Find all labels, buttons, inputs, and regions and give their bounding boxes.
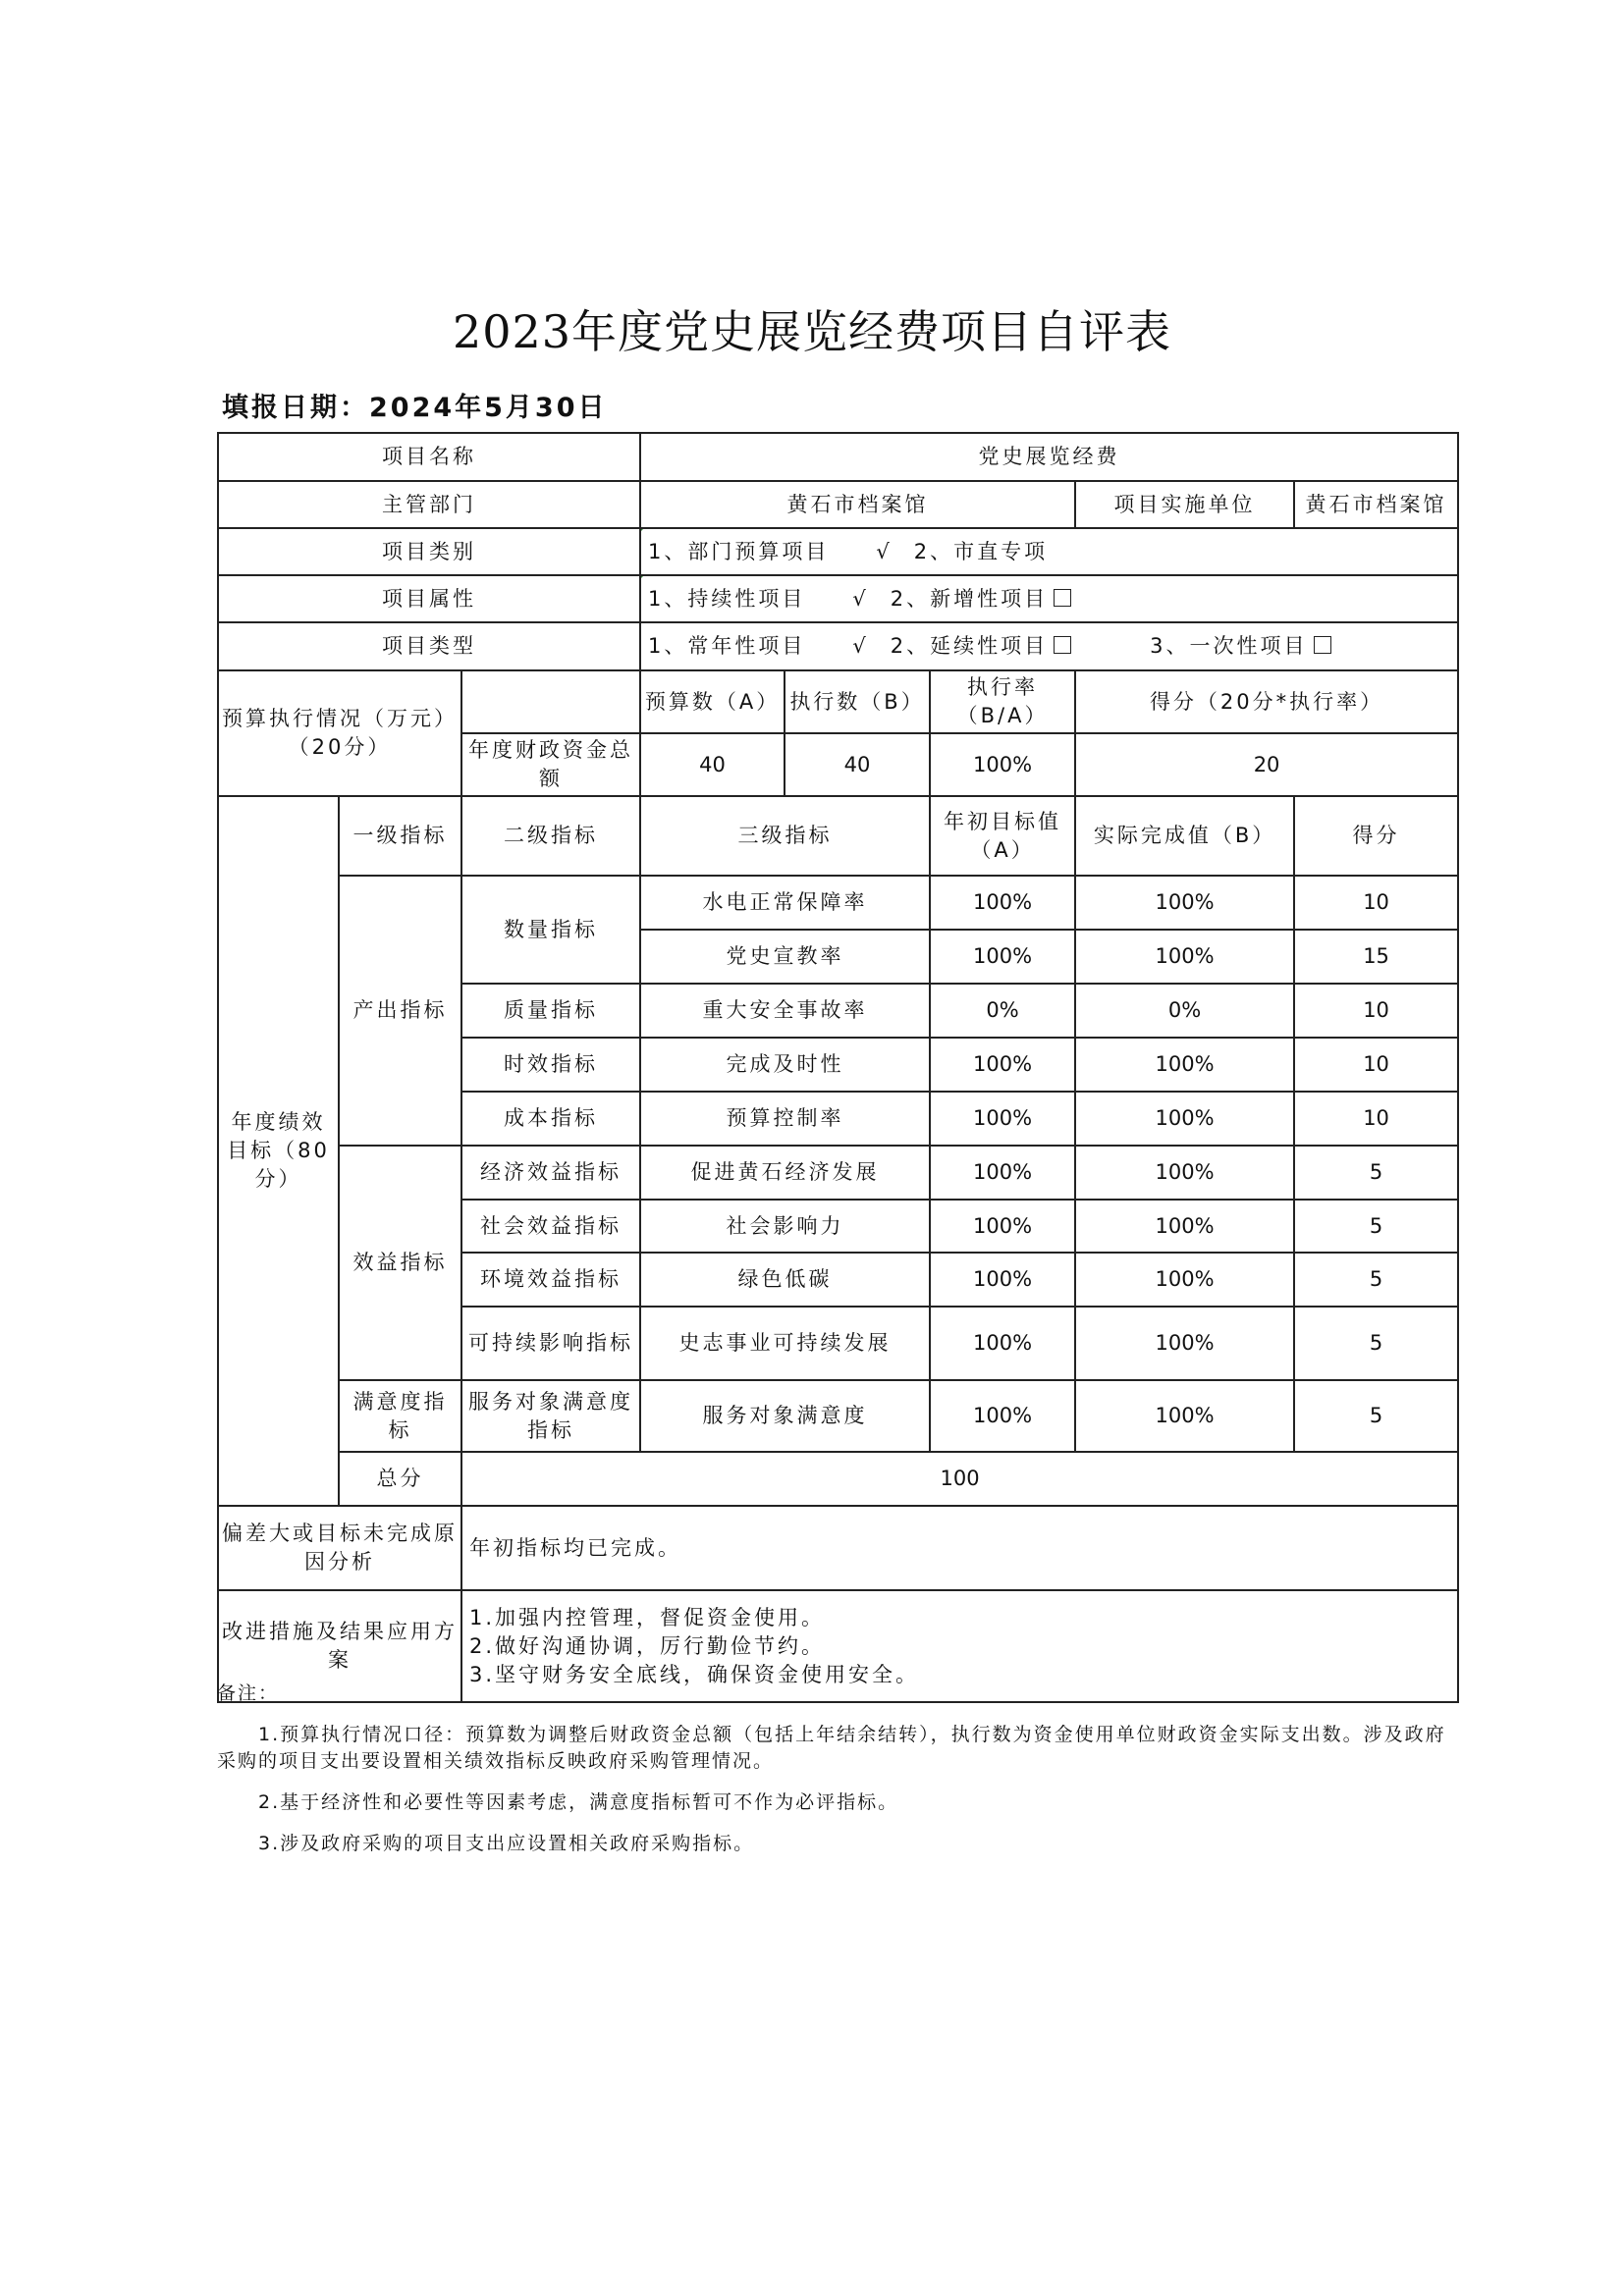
actual-cell: 0% — [1075, 984, 1294, 1038]
level2-cell: 时效指标 — [461, 1038, 640, 1092]
row-type — [218, 622, 1458, 670]
level3-cell: 史志事业可持续发展 — [640, 1307, 930, 1380]
improvement-item: 1.加强内控管理，督促资金使用。 — [469, 1605, 826, 1629]
budget-row-label: 年度财政资金总额 — [461, 733, 640, 796]
evaluation-table — [217, 432, 1459, 1703]
target-cell: 100% — [930, 1253, 1075, 1307]
level3-cell: 社会影响力 — [640, 1200, 930, 1253]
row-project-name — [218, 433, 1458, 481]
attribute-label: 项目属性 — [218, 575, 640, 622]
project-name-value: 党史展览经费 — [640, 433, 1458, 481]
note-item: 2.基于经济性和必要性等因素考虑，满意度指标暂可不作为必评指标。 — [258, 1791, 899, 1813]
deviation-text: 年初指标均已完成。 — [461, 1506, 1458, 1590]
target-cell: 0% — [930, 984, 1075, 1038]
target-cell: 100% — [930, 1380, 1075, 1452]
unit-label: 项目实施单位 — [1075, 481, 1294, 528]
level2-cell: 环境效益指标 — [461, 1253, 640, 1307]
level3-cell: 绿色低碳 — [640, 1253, 930, 1307]
target-cell: 100% — [930, 1038, 1075, 1092]
target-cell: 100% — [930, 930, 1075, 984]
category-options — [640, 528, 1458, 575]
type-option-3: 3、一次性项目 — [1150, 634, 1308, 658]
table-row — [218, 1146, 1458, 1200]
level2-cell: 成本指标 — [461, 1092, 640, 1146]
level3-cell: 党史宣教率 — [640, 930, 930, 984]
actual-cell: 100% — [1075, 1200, 1294, 1253]
check-mark-icon: √ — [876, 539, 893, 563]
level1-benefit: 效益指标 — [339, 1146, 461, 1380]
page-title: 2023年度党史展览经费项目自评表 — [452, 305, 1172, 358]
project-name-label: 项目名称 — [218, 433, 640, 481]
actual-cell: 100% — [1075, 876, 1294, 930]
level2-cell: 数量指标 — [461, 876, 640, 984]
rate-value: 100% — [930, 733, 1075, 796]
header-actual: 实际完成值（B） — [1075, 796, 1294, 876]
note-item: 3.涉及政府采购的项目支出应设置相关政府采购指标。 — [258, 1833, 755, 1854]
header-level3: 三级指标 — [640, 796, 930, 876]
budget-score-value: 20 — [1075, 733, 1458, 796]
improvement-label: 改进措施及结果应用方案 — [218, 1590, 461, 1702]
type-option-2: 2、延续性项目 — [890, 634, 1049, 658]
target-cell: 100% — [930, 1307, 1075, 1380]
category-option-1: 1、部门预算项目 — [648, 539, 830, 563]
note-item: 1.预算执行情况口径：预算数为调整后财政资金总额（包括上年结余结转），执行数为资金使用单位财政资金实际支出数。涉及政府采购的项目支出要设置相关绩效指标反映政府采购管理情况。 — [217, 1724, 1446, 1772]
row-deviation — [218, 1506, 1458, 1590]
target-cell: 100% — [930, 1092, 1075, 1146]
target-cell: 100% — [930, 1200, 1075, 1253]
score-cell: 5 — [1294, 1253, 1458, 1307]
target-cell: 100% — [930, 876, 1075, 930]
level3-cell: 重大安全事故率 — [640, 984, 930, 1038]
target-cell: 100% — [930, 1146, 1075, 1200]
level3-cell: 促进黄石经济发展 — [640, 1146, 930, 1200]
level3-cell: 水电正常保障率 — [640, 876, 930, 930]
score-cell: 10 — [1294, 984, 1458, 1038]
fill-date: 填报日期：2024年5月30日 — [222, 393, 608, 423]
actual-cell: 100% — [1075, 1253, 1294, 1307]
level2-cell: 经济效益指标 — [461, 1146, 640, 1200]
level3-cell: 预算控制率 — [640, 1092, 930, 1146]
row-attribute — [218, 575, 1458, 622]
notes-section — [217, 1681, 1457, 1857]
level2-cell: 社会效益指标 — [461, 1200, 640, 1253]
score-cell: 10 — [1294, 876, 1458, 930]
level1-satisfaction: 满意度指标 — [339, 1380, 461, 1452]
actual-cell: 100% — [1075, 1038, 1294, 1092]
check-mark-icon: √ — [852, 634, 869, 658]
total-value: 100 — [461, 1452, 1458, 1506]
row-category — [218, 528, 1458, 575]
table-row — [218, 1380, 1458, 1452]
score-cell: 5 — [1294, 1200, 1458, 1253]
level2-cell: 服务对象满意度指标 — [461, 1380, 640, 1452]
score-cell: 5 — [1294, 1307, 1458, 1380]
unit-value: 黄石市档案馆 — [1294, 481, 1458, 528]
type-label: 项目类型 — [218, 622, 640, 670]
budget-col-score: 得分（20分*执行率） — [1075, 670, 1458, 733]
type-options — [640, 622, 1458, 670]
budget-value: 40 — [640, 733, 785, 796]
score-cell: 5 — [1294, 1380, 1458, 1452]
category-option-2: 2、市直专项 — [913, 539, 1049, 563]
score-cell: 5 — [1294, 1146, 1458, 1200]
attribute-options — [640, 575, 1458, 622]
empty-checkbox-icon — [1314, 636, 1331, 654]
type-option-1: 1、常年性项目 — [648, 634, 806, 658]
deviation-label: 偏差大或目标未完成原因分析 — [218, 1506, 461, 1590]
category-label: 项目类别 — [218, 528, 640, 575]
row-budget-header — [218, 670, 1458, 733]
header-target: 年初目标值（A） — [930, 796, 1075, 876]
exec-value: 40 — [785, 733, 930, 796]
dept-label: 主管部门 — [218, 481, 640, 528]
attribute-option-1: 1、持续性项目 — [648, 586, 806, 611]
level3-cell: 完成及时性 — [640, 1038, 930, 1092]
improvement-item: 2.做好沟通协调，厉行勤俭节约。 — [469, 1633, 826, 1658]
budget-corner-cell — [461, 670, 640, 733]
header-score: 得分 — [1294, 796, 1458, 876]
performance-label: 年度绩效目标（80分） — [218, 796, 339, 1506]
attribute-option-2: 2、新增性项目 — [890, 586, 1049, 611]
actual-cell: 100% — [1075, 930, 1294, 984]
row-dept — [218, 481, 1458, 528]
notes-header: 备注： — [217, 1682, 280, 1704]
row-perf-header — [218, 796, 1458, 876]
empty-checkbox-icon — [1054, 589, 1071, 607]
dept-value: 黄石市档案馆 — [640, 481, 1075, 528]
score-cell: 10 — [1294, 1038, 1458, 1092]
improvement-item: 3.坚守财务安全底线，确保资金使用安全。 — [469, 1662, 920, 1686]
level1-output: 产出指标 — [339, 876, 461, 1146]
level2-cell: 可持续影响指标 — [461, 1307, 640, 1380]
score-cell: 15 — [1294, 930, 1458, 984]
total-label: 总分 — [339, 1452, 461, 1506]
check-mark-icon: √ — [852, 586, 869, 611]
budget-label: 预算执行情况（万元）（20分） — [218, 670, 461, 796]
level2-cell: 质量指标 — [461, 984, 640, 1038]
actual-cell: 100% — [1075, 1380, 1294, 1452]
empty-checkbox-icon — [1054, 636, 1071, 654]
score-cell: 10 — [1294, 1092, 1458, 1146]
budget-col-budget: 预算数（A） — [640, 670, 785, 733]
actual-cell: 100% — [1075, 1146, 1294, 1200]
header-level2: 二级指标 — [461, 796, 640, 876]
level3-cell: 服务对象满意度 — [640, 1380, 930, 1452]
row-total — [218, 1452, 1458, 1506]
actual-cell: 100% — [1075, 1092, 1294, 1146]
actual-cell: 100% — [1075, 1307, 1294, 1380]
table-row — [218, 876, 1458, 930]
header-level1: 一级指标 — [339, 796, 461, 876]
budget-col-rate: 执行率（B/A） — [930, 670, 1075, 733]
budget-col-exec: 执行数（B） — [785, 670, 930, 733]
